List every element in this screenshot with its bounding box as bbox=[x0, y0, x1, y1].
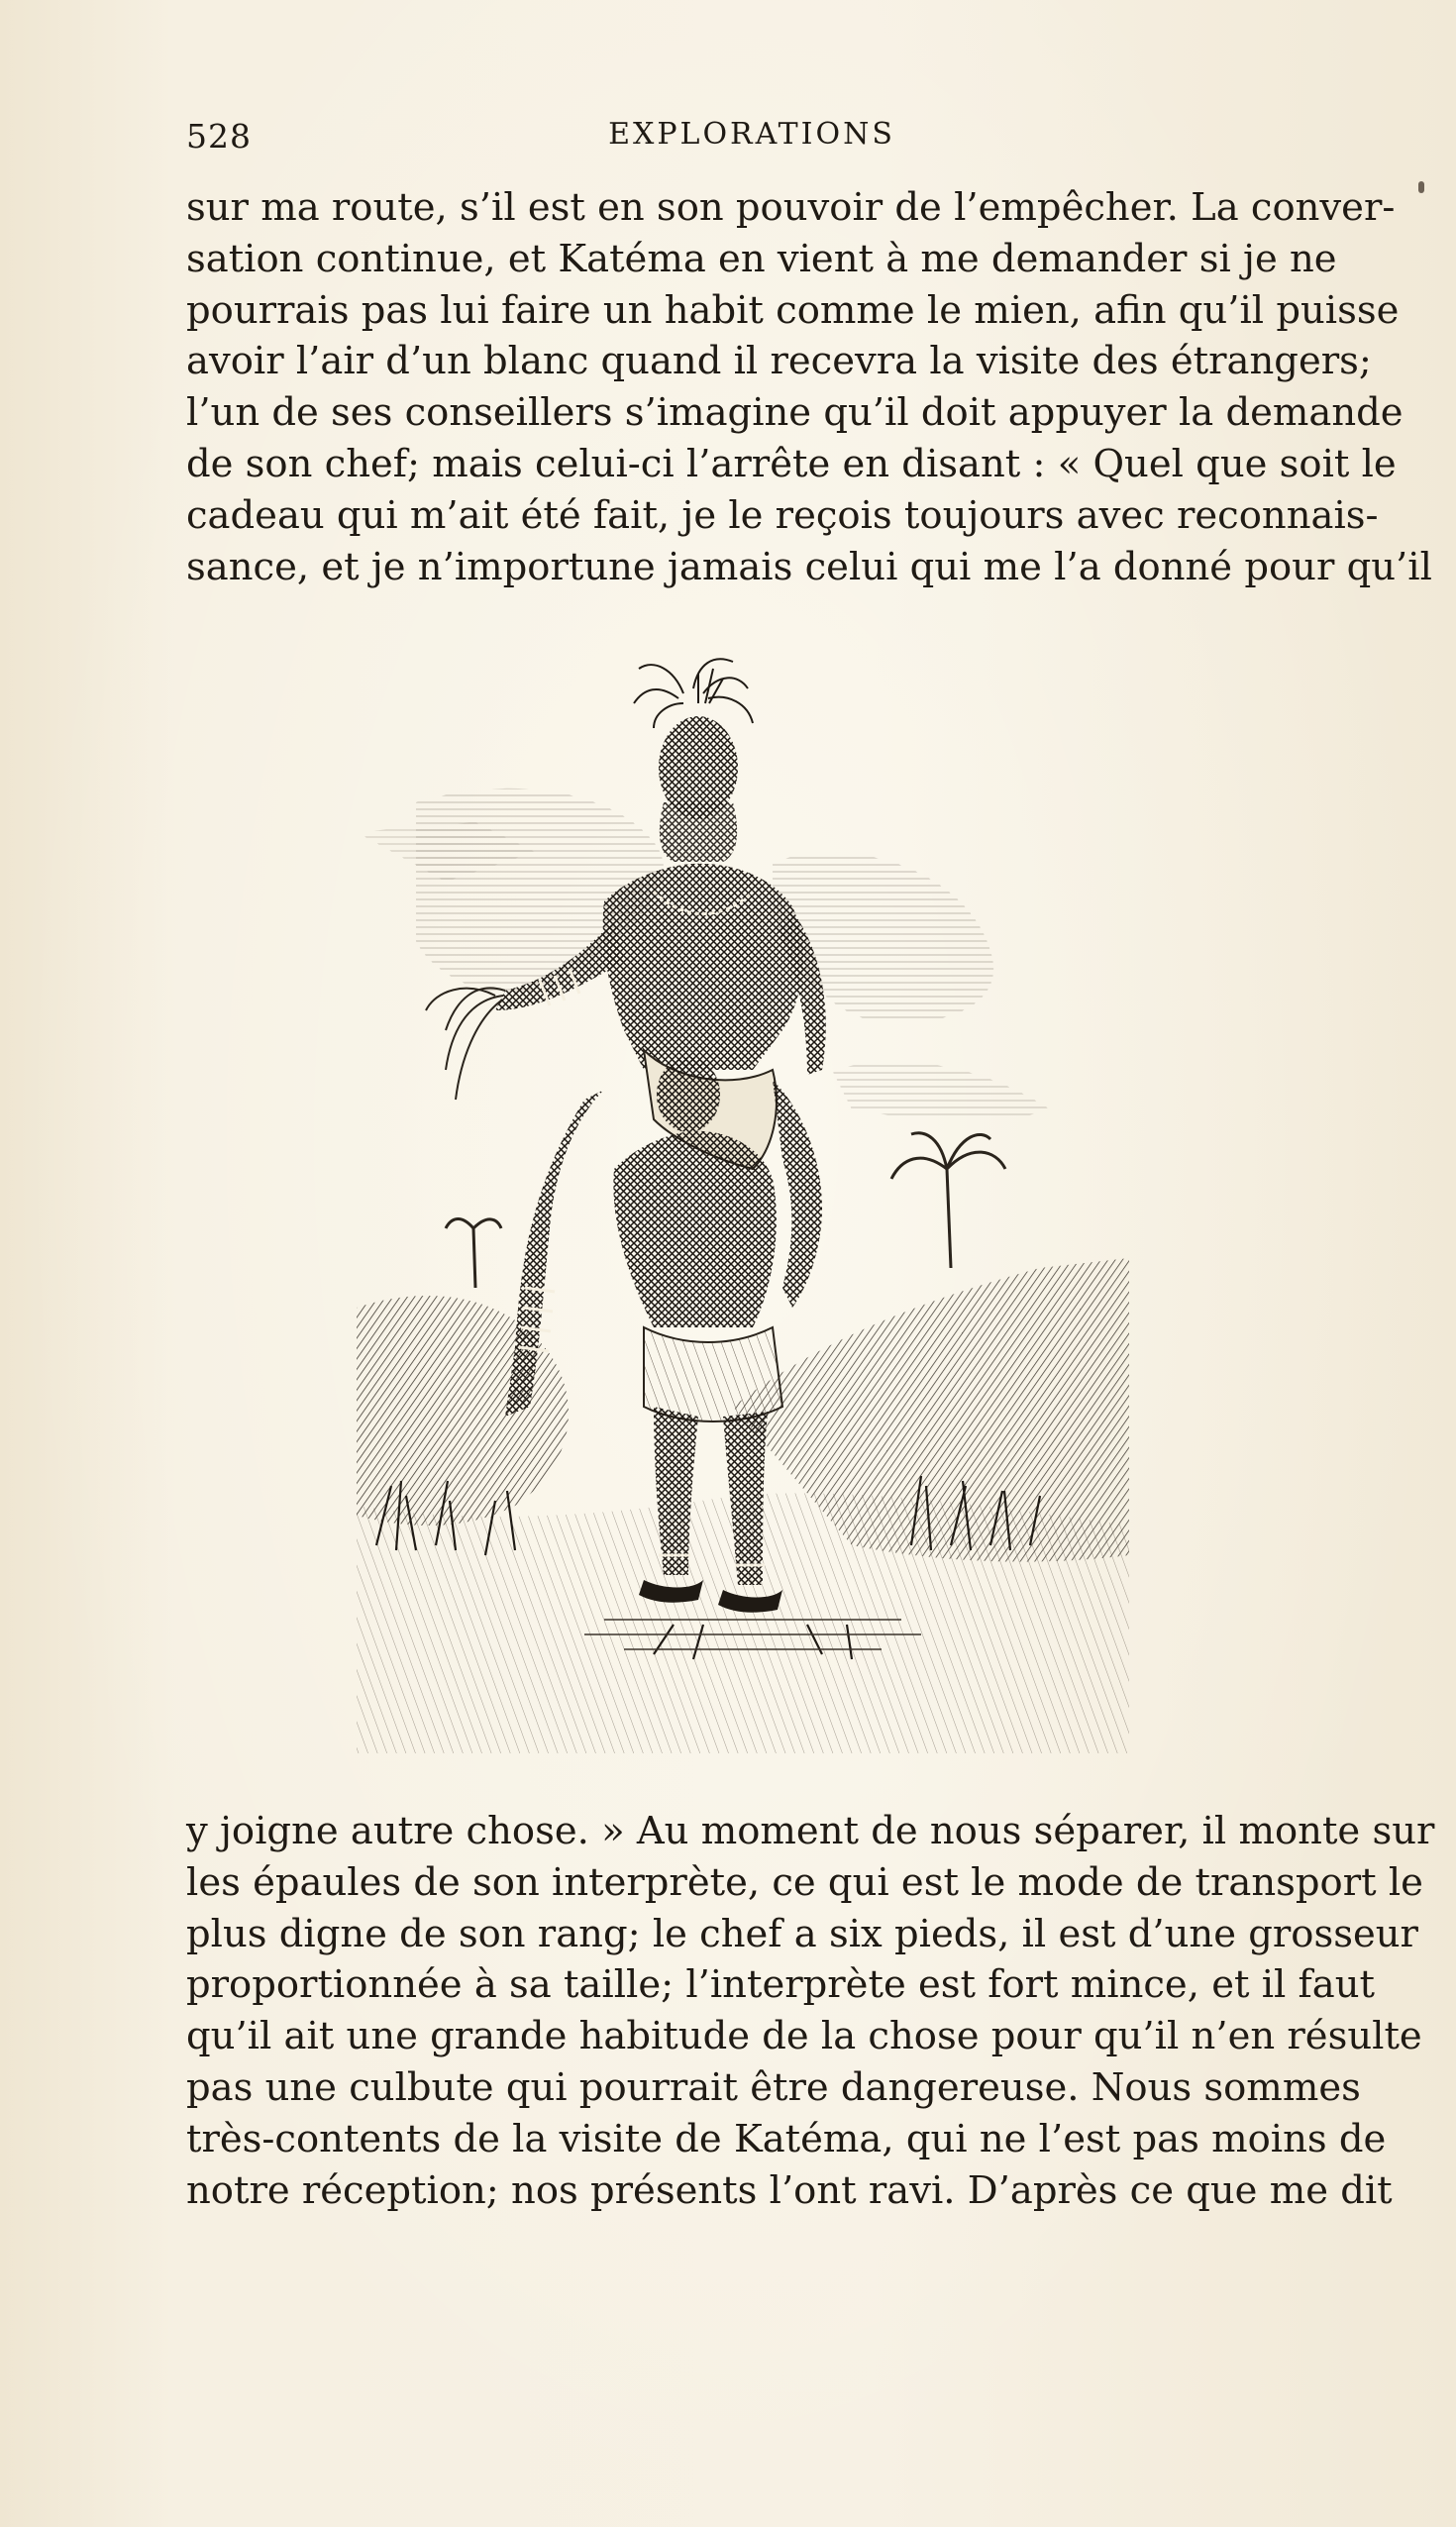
text-line: avoir l’air d’un blanc quand il recevra la visite des étrangers; bbox=[186, 339, 1372, 384]
margin-ink-mark bbox=[1418, 181, 1424, 193]
page-number: 528 bbox=[186, 117, 252, 156]
paragraph-bottom bbox=[186, 1806, 1435, 2216]
engraving-chief-carried-on-shoulders-icon bbox=[357, 654, 1129, 1753]
text-line: proportionnée à sa taille; l’interprète est fort mince, et il faut bbox=[186, 1962, 1376, 2008]
text-line: cadeau qui m’ait été fait, je le reçois toujours avec reconnais- bbox=[186, 492, 1379, 538]
text-line: notre réception; nos présents l’ont ravi. D’après ce que me dit bbox=[186, 2167, 1393, 2213]
text-line: les épaules de son interprète, ce qui est le mode de transport le bbox=[186, 1859, 1423, 1905]
text-line: sur ma route, s’il est en son pouvoir de l’empêcher. La conver- bbox=[186, 185, 1396, 230]
engraving-illustration bbox=[357, 654, 1129, 1753]
paragraph-top bbox=[186, 182, 1432, 592]
text-line: de son chef; mais celui-ci l’arrête en disant : « Quel que soit le bbox=[186, 441, 1397, 486]
text-line: l’un de ses conseillers s’imagine qu’il doit appuyer la demande bbox=[186, 390, 1404, 436]
running-title: EXPLORATIONS bbox=[608, 117, 895, 152]
text-line: sance, et je n’importune jamais celui qui me l’a donné pour qu’il bbox=[186, 544, 1432, 589]
page-header bbox=[186, 117, 1317, 166]
text-line: y joigne autre chose. » Au moment de nous séparer, il monte sur bbox=[186, 1809, 1435, 1853]
text-line: qu’il ait une grande habitude de la chose pour qu’il n’en résulte bbox=[186, 2014, 1422, 2059]
text-line: pas une culbute qui pourrait être dangereuse. Nous sommes bbox=[186, 2064, 1361, 2110]
text-line: très-contents de la visite de Katéma, qui ne l’est pas moins de bbox=[186, 2116, 1387, 2161]
text-line: sation continue, et Katéma en vient à me demander si je ne bbox=[186, 236, 1337, 281]
text-line: plus digne de son rang; le chef a six pieds, il est d’une grosseur bbox=[186, 1911, 1418, 1956]
text-line: pourrais pas lui faire un habit comme le mien, afin qu’il puisse bbox=[186, 287, 1400, 333]
